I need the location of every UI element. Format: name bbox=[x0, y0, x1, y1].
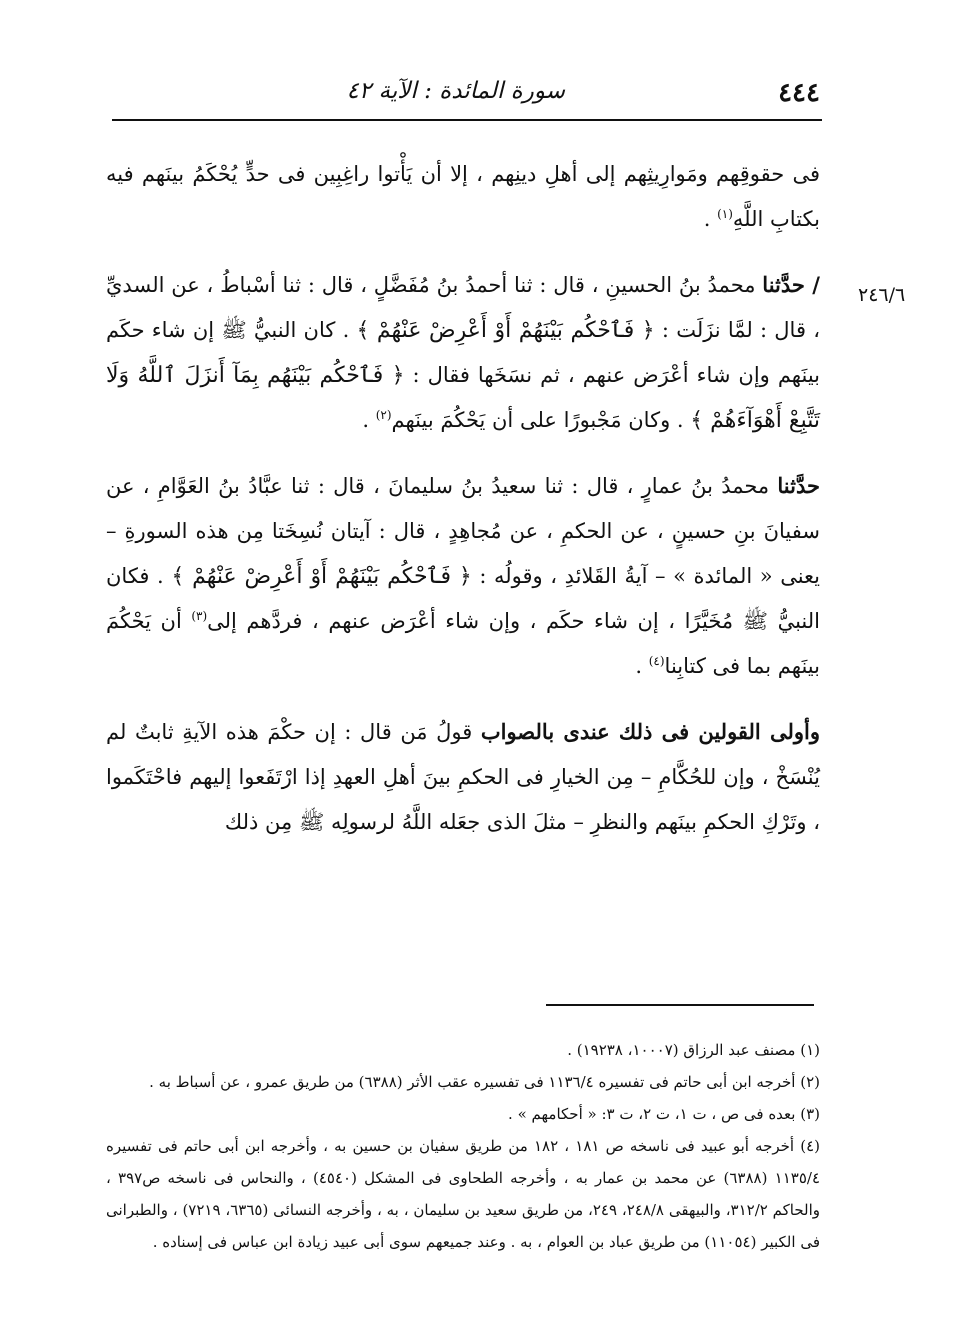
footnote-3: (٣) بعده فى ص ، ت ١، ت ٢، ت ٣: « أحكامهم » . bbox=[508, 1105, 820, 1123]
quran-quote: ﴿ فَٱحْكُم بَيْنَهُم بِمَآ أَنزَلَ ٱللَّهُ وَلَا تَتَّبِعْ أَهْوَآءَهُمْ ﴾ bbox=[106, 363, 820, 433]
main-text bbox=[106, 152, 820, 865]
paragraph-lead: وأولى القولين فى ذلك عندى بالصواب bbox=[480, 719, 821, 744]
paragraph-text: محمدُ بنُ عمارٍ ، قال : ثنا سعيدُ بنُ سليمانَ ، قال : ثنا عبَّادُ بنُ العَوَّامِ ، عن سفيانَ بنِ حسينٍ ، عن الحكمِ ، عن مُجاهِدٍ ، قال : آيتان نُسِخَتا مِن هذه السورةِ – يعنى « المائدة » – آيةُ القَلائدِ ، وقولُه : bbox=[106, 474, 821, 588]
footnote-2: (٢) أخرجه ابن أبى حاتم فى تفسيره ١١٣٦/٤ فى تفسيره عقب الأثر (٦٣٨٨) من طريق عمرو ، عن أسباط به . bbox=[149, 1073, 820, 1091]
paragraph-1 bbox=[106, 152, 820, 242]
header-rule bbox=[112, 119, 822, 121]
footnote-ref: (١) bbox=[717, 207, 733, 221]
paragraph-end: . bbox=[703, 207, 718, 231]
quran-quote: ﴿ فَٱحْكُم بَيْنَهُمْ أَوْ أَعْرِضْ عَنْهُمْ ﴾ bbox=[171, 564, 472, 589]
footnote-rule bbox=[546, 1004, 814, 1006]
paragraph-text: . فكان النبيُّ ﷺ مُخَيَّرًا ، إن شاء حكَم ، وإن شاء أعْرَض عنهم ، فردَّهم إلى bbox=[106, 564, 820, 633]
paragraph-3 bbox=[106, 463, 820, 689]
page-number: ٤٤٤ bbox=[778, 78, 820, 108]
paragraph-end: . bbox=[362, 408, 376, 432]
paragraph-text: . كان النبيُّ ﷺ إن شاء حكَم بينَهم وإن شاء أعْرَض عنهم ، ثم نسَخَها فقال : bbox=[106, 318, 820, 387]
paragraph-text: قولُ مَن قال : إن حكْمَ هذه الآيةِ ثابتٌ لم يُنْسَخْ ، وإن للحُكَّامِ – مِن الخيارِ فى الحكمِ بينَ أهلِ العهدِ إذا ارْتَفَعوا إليهم فاحْتَكَموا ، وتَرْكِ الحكمِ بينَهم والنظرِ – مثلَ الذى جعَله اللَّهُ لرسولِه ﷺ مِن ذلك bbox=[106, 720, 820, 834]
paragraph-lead: / حدَّثنا bbox=[762, 272, 820, 297]
paragraph-4 bbox=[106, 709, 820, 845]
footnotes bbox=[106, 1034, 820, 1333]
paragraph-lead: حدَّثنا bbox=[777, 473, 820, 498]
paragraph-text: فى حقوقِهم ومَوارِيثِهم إلى أهلِ دينِهم ، إلا أن يَأْتوا راغِبِين فى حدٍّ يُحْكَمُ بينَهم فيه بكتابِ اللَّهِ bbox=[106, 162, 820, 231]
paragraph-text: أن يَحْكُمَ بينَهم بما فى كتابِنا bbox=[106, 609, 820, 678]
footnote-1: (١) مصنف عبد الرزاق (١٠٠٠٧، ١٩٢٣٨) . bbox=[567, 1041, 820, 1059]
running-title: سورة المائدة : الآية ٤٢ bbox=[346, 78, 565, 104]
page-header bbox=[112, 72, 820, 116]
footnote-ref: (٢) bbox=[375, 408, 392, 422]
paragraph-2 bbox=[106, 262, 820, 443]
footnote-ref: (٣) bbox=[191, 609, 208, 623]
paragraph-end: . bbox=[635, 654, 649, 678]
footnote-ref: (٤) bbox=[648, 654, 665, 668]
paragraph-text: محمدُ بنُ الحسينِ ، قال : ثنا أحمدُ بنُ مُفَضَّلٍ ، قال : ثنا أسْباطُ ، عن السديِّ ، قال : لمَّا نزَلَت : bbox=[106, 273, 820, 342]
paragraph-text: . وكان مَجْبورًا على أن يَحْكُمَ بينَهم bbox=[391, 408, 691, 432]
margin-reference: ٢٤٦/٦ bbox=[858, 284, 906, 306]
footnote-4: (٤) أخرجه أبو عبيد فى ناسخه ص ١٨١ ، ١٨٢ من طريق سفيان بن حسين به ، وأخرجه ابن أبى حاتم فى تفسيره ١١٣٥/٤ (٦٣٨٨) عن محمد بن عمار به ، وأخرجه الطحاوى فى المشكل (٤٥٤٠) ، والنحاس فى ناسخه ص٣٩٧ ، والحاكم ٣١٢/٢، والبيهقى ٢٤٨/٨، ٢٤٩، من طريق سعيد بن سليمان ، به ، وأخرجه النسائى (٦٣٦٥، ٧٢١٩) ، والطبرانى فى الكبير (١١٠٥٤) من طريق عباد بن العوام ، به . وعند جميعهم سوى أبى عبيد زيادة ابن عباس فى إسناده . bbox=[106, 1137, 820, 1251]
quran-quote: ﴿ فَٱحْكُم بَيْنَهُمْ أَوْ أَعْرِضْ عَنْهُمْ ﴾ bbox=[356, 318, 655, 343]
